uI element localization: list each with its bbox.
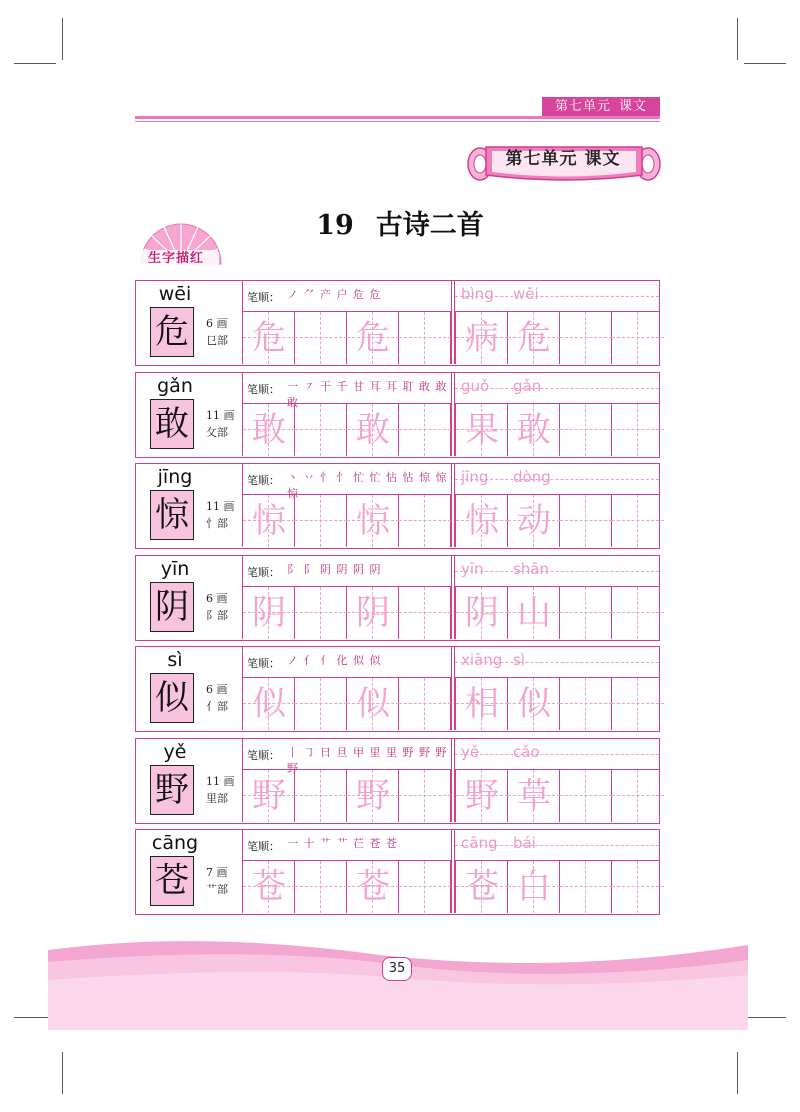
guide-line (585, 312, 586, 364)
stroke-order-sequence: 丨 ㇆ 日 旦 甲 里 里 野 野 野 野 (287, 745, 448, 775)
trace-word-character: 阴 (465, 592, 499, 633)
character-row (135, 372, 660, 458)
guide-line (560, 703, 612, 704)
guide-line (612, 520, 664, 521)
trace-word-character: 果 (465, 409, 499, 450)
stroke-order-sequence: ノ ⺈ 产 户 危 危 (287, 288, 382, 301)
guide-line (424, 861, 425, 913)
trace-word-character: 敢 (517, 409, 551, 450)
practice-cell[interactable] (612, 587, 660, 639)
trace-character: 苍 (356, 867, 390, 907)
practice-cell[interactable] (456, 861, 508, 913)
practice-cell[interactable] (243, 587, 295, 639)
practice-cell[interactable] (508, 861, 560, 913)
guide-line (612, 795, 664, 796)
character-row (135, 280, 660, 366)
character: 似 (155, 678, 189, 718)
word-pinyin: cāng (461, 834, 498, 852)
word-pinyin: yě (461, 742, 480, 761)
page-number: 35 (382, 957, 412, 981)
word-pinyin: gǎn (513, 376, 542, 395)
trace-character: 惊 (252, 501, 286, 541)
practice-cell[interactable] (295, 861, 347, 913)
guide-line (295, 612, 347, 613)
practice-cell[interactable] (295, 587, 347, 639)
stroke-order-line (242, 739, 451, 775)
radical: 忄部 (206, 517, 228, 530)
character-row (135, 463, 660, 549)
practice-cell[interactable] (295, 495, 347, 547)
practice-cell[interactable] (560, 861, 612, 913)
practice-cell[interactable] (243, 678, 295, 730)
trace-word-character: 草 (517, 775, 551, 816)
character-info (136, 556, 242, 639)
practice-cell[interactable] (347, 770, 399, 822)
practice-cell[interactable] (560, 770, 612, 822)
stroke-count: 11 画 (206, 408, 235, 422)
character-box (150, 673, 194, 723)
trace-word-character: 病 (465, 318, 499, 358)
character-row (135, 646, 660, 732)
trace-character: 惊 (356, 501, 390, 541)
practice-cell[interactable] (243, 312, 295, 364)
left-practice-grid (242, 312, 451, 364)
practice-cell[interactable] (347, 587, 399, 639)
practice-cell[interactable] (560, 678, 612, 730)
practice-cell[interactable] (399, 404, 451, 456)
guide-line (424, 678, 425, 730)
practice-cell[interactable] (347, 678, 399, 730)
guide-line (612, 429, 664, 430)
left-practice-grid (242, 861, 451, 913)
practice-cell[interactable] (399, 587, 451, 639)
right-practice-grid (455, 404, 659, 456)
character: 敢 (155, 403, 189, 444)
practice-cell[interactable] (508, 587, 560, 639)
practice-cell[interactable] (508, 770, 560, 822)
guide-line (585, 587, 586, 639)
right-practice-grid (455, 312, 659, 364)
trace-character: 敢 (252, 409, 286, 450)
crop-mark (62, 1052, 63, 1094)
header-unit-label: 第七单元 (554, 99, 611, 114)
character-info (136, 281, 242, 364)
guide-line (560, 886, 612, 887)
header-section-label: 课文 (619, 99, 648, 114)
character-pinyin: cāng (151, 832, 199, 854)
practice-cell[interactable] (295, 404, 347, 456)
pinyin-guide-line (455, 662, 659, 663)
practice-cell[interactable] (399, 770, 451, 822)
guide-line (637, 770, 638, 822)
trace-character: 苍 (252, 867, 286, 907)
stroke-order-label: 笔顺： (247, 474, 280, 487)
practice-cell[interactable] (243, 861, 295, 913)
practice-cell[interactable] (347, 495, 399, 547)
pinyin-guide-line (455, 845, 659, 846)
stroke-order-label: 笔顺： (247, 748, 280, 762)
guide-line (320, 587, 321, 639)
practice-cell[interactable] (508, 495, 560, 547)
lesson-name: 古诗二首 (375, 210, 484, 241)
practice-cell[interactable] (456, 495, 508, 547)
character-box (150, 765, 194, 815)
word-pinyin: bìng (461, 285, 494, 303)
stroke-order-sequence: 一 ㇇ 干 千 甘 耳 耳 耵 敢 敢 敢 (287, 379, 448, 409)
practice-cell[interactable] (560, 495, 612, 547)
guide-line (399, 612, 451, 613)
left-practice-grid (242, 404, 451, 456)
character-info (136, 373, 242, 456)
practice-cell[interactable] (456, 587, 508, 639)
character-pinyin: yīn (160, 557, 190, 580)
left-practice-grid (242, 495, 451, 547)
guide-line (399, 703, 451, 704)
practice-cell[interactable] (456, 770, 508, 822)
stroke-order-line (242, 464, 451, 500)
practice-cell[interactable] (295, 770, 347, 822)
practice-cell[interactable] (456, 404, 508, 456)
guide-line (399, 795, 451, 796)
character: 野 (155, 769, 189, 810)
guide-line (612, 886, 664, 887)
crop-mark (737, 18, 738, 60)
stroke-count: 11 画 (206, 500, 235, 513)
word-pinyin: shān (513, 559, 550, 578)
trace-character: 阴 (252, 592, 286, 633)
right-practice-grid (455, 861, 659, 913)
practice-cell[interactable] (347, 861, 399, 913)
guide-line (424, 404, 425, 456)
practice-cell[interactable] (508, 404, 560, 456)
stroke-order-line (242, 830, 451, 861)
right-practice-grid (455, 678, 659, 730)
guide-line (399, 337, 451, 338)
trace-word-character: 野 (465, 775, 499, 816)
trace-word-character: 山 (517, 592, 551, 633)
word-pinyin: wēi (513, 285, 539, 303)
guide-line (637, 587, 638, 639)
guide-line (320, 404, 321, 456)
guide-line (585, 404, 586, 456)
practice-cell[interactable] (243, 770, 295, 822)
guide-line (637, 861, 638, 913)
trace-character: 野 (252, 775, 286, 816)
guide-line (560, 612, 612, 613)
radical: 㔾部 (206, 334, 228, 347)
trace-word-character: 苍 (465, 867, 499, 907)
stroke-count: 6 画 (206, 683, 228, 696)
stroke-order-sequence: 阝 阝 阴 阴 阴 阴 (287, 562, 382, 576)
word-pinyin: jīng (461, 468, 489, 486)
practice-cell[interactable] (456, 678, 508, 730)
guide-line (295, 520, 347, 521)
character-pinyin: sì (167, 649, 183, 671)
character-pinyin: wēi (158, 283, 192, 305)
trace-word-character: 相 (465, 684, 499, 724)
stroke-order-line (242, 281, 451, 312)
practice-cell[interactable] (612, 678, 660, 730)
practice-cell[interactable] (560, 587, 612, 639)
guide-line (424, 587, 425, 639)
word-pinyin: xiāng (461, 651, 503, 669)
pinyin-guide-line (455, 388, 659, 389)
practice-cell[interactable] (399, 312, 451, 364)
guide-line (320, 495, 321, 547)
practice-cell[interactable] (243, 495, 295, 547)
guide-line (295, 337, 347, 338)
stroke-order-line (242, 556, 451, 587)
guide-line (560, 429, 612, 430)
left-practice-grid (242, 770, 451, 822)
practice-cell[interactable] (243, 404, 295, 456)
guide-line (560, 520, 612, 521)
guide-line (424, 770, 425, 822)
crop-mark (14, 63, 56, 64)
guide-line (295, 703, 347, 704)
guide-line (399, 886, 451, 887)
guide-line (295, 795, 347, 796)
practice-cell[interactable] (347, 404, 399, 456)
trace-character: 敢 (356, 409, 390, 450)
stroke-count: 7 画 (206, 866, 228, 879)
practice-cell[interactable] (295, 312, 347, 364)
radical: 阝部 (206, 608, 228, 622)
practice-cell[interactable] (612, 770, 660, 822)
character-info (136, 830, 242, 913)
practice-cell[interactable] (612, 312, 660, 364)
character-pinyin: jīng (157, 466, 193, 488)
practice-cell[interactable] (508, 312, 560, 364)
character-pinyin: gǎn (157, 374, 193, 397)
trace-character: 野 (356, 775, 390, 816)
guide-line (637, 495, 638, 547)
stroke-order-sequence: ノ 亻 亻 化 似 似 (287, 654, 382, 667)
character-box (150, 490, 194, 540)
practice-cell[interactable] (612, 495, 660, 547)
word-pinyin: sì (513, 651, 525, 669)
crop-mark (62, 18, 63, 60)
guide-line (399, 429, 451, 430)
stroke-order-line (242, 647, 451, 678)
guide-line (295, 886, 347, 887)
stroke-count: 6 画 (206, 317, 228, 330)
stroke-count: 11 画 (206, 774, 235, 788)
guide-line (637, 404, 638, 456)
radical: 攵部 (206, 425, 228, 439)
word-pinyin: dòng (513, 468, 551, 486)
trace-character: 似 (252, 684, 286, 724)
word-pinyin: bái (513, 834, 536, 852)
right-practice-grid (455, 587, 659, 639)
guide-line (560, 337, 612, 338)
practice-cell[interactable] (612, 861, 660, 913)
pinyin-guide-line (455, 296, 659, 297)
practice-cell[interactable] (456, 312, 508, 364)
character-info (136, 739, 242, 822)
lesson-title (0, 203, 800, 242)
character-row (135, 829, 660, 915)
pinyin-guide-line (455, 571, 659, 572)
trace-character: 似 (356, 684, 390, 724)
guide-line (424, 312, 425, 364)
guide-line (560, 795, 612, 796)
trace-word-character: 危 (517, 318, 551, 358)
guide-line (585, 495, 586, 547)
character-info (136, 464, 242, 547)
header-rule (135, 121, 660, 122)
character: 阴 (155, 586, 189, 627)
radical: 里部 (206, 791, 228, 805)
character-box (150, 582, 194, 632)
character-pinyin: yě (163, 740, 187, 763)
pinyin-guide-line (455, 479, 659, 480)
practice-cell[interactable] (399, 861, 451, 913)
stroke-order-label: 笔顺： (247, 840, 280, 853)
banner-title: 第七单元 课文 (505, 149, 621, 169)
guide-line (612, 612, 664, 613)
trace-word-character: 似 (517, 684, 551, 724)
footer-wave-graphic (0, 930, 800, 1040)
word-pinyin: cǎo (513, 742, 540, 761)
guide-line (424, 495, 425, 547)
guide-line (612, 703, 664, 704)
practice-cell[interactable] (612, 404, 660, 456)
character-box (150, 856, 194, 906)
header-rule (135, 116, 660, 119)
trace-character: 危 (356, 318, 390, 358)
stroke-order-sequence: 一 十 艹 艹 芢 苍 苍 (287, 837, 398, 850)
word-pinyin: guǒ (461, 376, 490, 395)
guide-line (585, 861, 586, 913)
guide-line (637, 312, 638, 364)
guide-line (320, 678, 321, 730)
character-row (135, 555, 660, 641)
stroke-order-label: 笔顺： (247, 291, 280, 304)
crop-mark (744, 63, 786, 64)
stroke-order-label: 笔顺： (247, 382, 280, 396)
guide-line (295, 429, 347, 430)
stroke-order-label: 笔顺： (247, 565, 280, 579)
practice-cell[interactable] (399, 495, 451, 547)
guide-line (320, 312, 321, 364)
guide-line (612, 337, 664, 338)
stroke-count: 6 画 (206, 591, 228, 605)
character-info (136, 647, 242, 730)
character-box (150, 307, 194, 357)
stroke-order-label: 笔顺： (247, 657, 280, 670)
practice-cell[interactable] (295, 678, 347, 730)
trace-word-character: 动 (517, 501, 551, 541)
practice-cell[interactable] (560, 312, 612, 364)
pinyin-guide-line (455, 754, 659, 755)
character: 苍 (155, 861, 189, 901)
crop-mark (737, 1052, 738, 1094)
badge-label: 生字描红 (147, 251, 204, 266)
guide-line (637, 678, 638, 730)
trace-character: 危 (252, 318, 286, 358)
lesson-number: 19 (316, 210, 354, 241)
trace-character: 阴 (356, 592, 390, 633)
guide-line (320, 770, 321, 822)
left-practice-grid (242, 587, 451, 639)
stroke-order-line (242, 373, 451, 409)
trace-word-character: 白 (517, 867, 551, 907)
practice-cell[interactable] (347, 312, 399, 364)
character: 惊 (155, 495, 189, 535)
left-practice-grid (242, 678, 451, 730)
word-pinyin: yīn (461, 559, 484, 578)
guide-line (399, 520, 451, 521)
trace-word-character: 惊 (465, 501, 499, 541)
right-practice-grid (455, 770, 659, 822)
right-practice-grid (455, 495, 659, 547)
running-header (542, 97, 660, 117)
guide-line (585, 678, 586, 730)
character-row (135, 738, 660, 824)
character: 危 (155, 312, 189, 352)
radical: 亻部 (206, 700, 228, 713)
character-box (150, 399, 194, 449)
radical: 艹部 (206, 883, 228, 896)
guide-line (320, 861, 321, 913)
guide-line (585, 770, 586, 822)
stroke-order-sequence: 丶 丷 忄 忄 忙 忙 怗 怗 惊 惊 惊 (287, 471, 448, 500)
practice-cell[interactable] (560, 404, 612, 456)
practice-cell[interactable] (399, 678, 451, 730)
practice-cell[interactable] (508, 678, 560, 730)
